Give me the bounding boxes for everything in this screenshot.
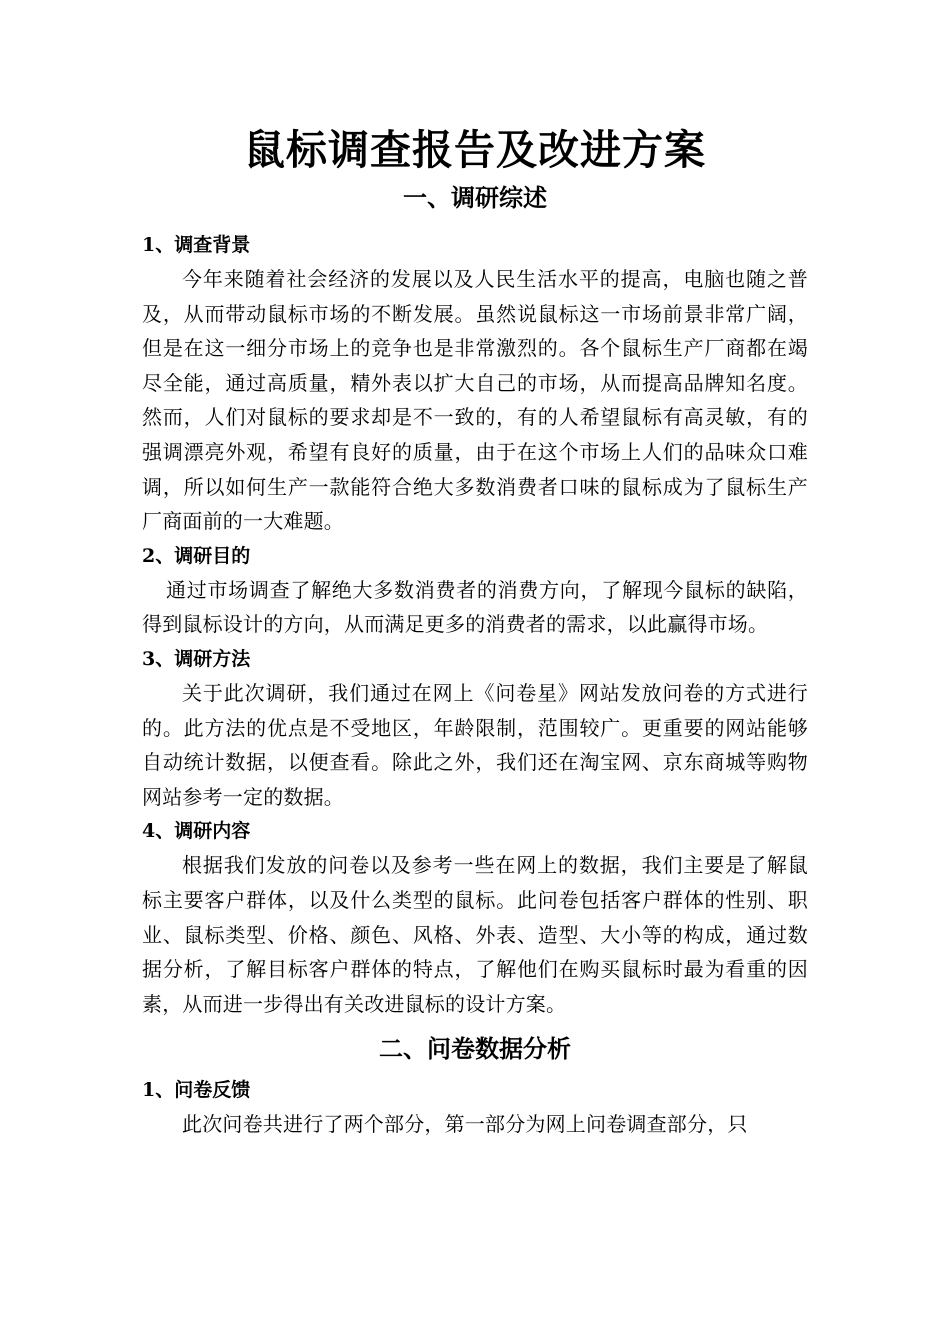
document-page — [142, 120, 808, 1142]
section-heading-questionnaire-analysis: 二、问卷数据分析 — [379, 1034, 571, 1064]
paragraph-research-purpose: 通过市场调查了解绝大多数消费者的消费方向，了解现今鼠标的缺陷，得到鼠标设计的方向，从而满足更多的消费者的需求，以此赢得市场。 — [142, 577, 808, 637]
paragraph-questionnaire-feedback: 此次问卷共进行了两个部分，第一部分为网上问卷调查部分，只 — [182, 1112, 748, 1137]
subheading-research-method: 3、调研方法 — [142, 647, 251, 670]
subheading-questionnaire-feedback: 1、问卷反馈 — [142, 1079, 251, 1102]
subheading-research-content: 4、调研内容 — [142, 820, 251, 843]
subheading-research-purpose: 2、调研目的 — [142, 544, 251, 567]
section-heading-survey-overview: 一、调研综述 — [403, 183, 547, 212]
paragraph-research-content: 根据我们发放的问卷以及参考一些在网上的数据，我们主要是了解鼠标主要客户群体，以及什么类型的鼠标。此问卷包括客户群体的性别、职业、鼠标类型、价格、颜色、风格、外表、造型、大小等的构成，通过数据分析，了解目标客户群体的特点，了解他们在购买鼠标时最为看重的因素，从而进一步得出有关改进鼠标的设计方案。 — [142, 853, 808, 1016]
paragraph-survey-background: 今年来随着社会经济的发展以及人民生活水平的提高，电脑也随之普及，从而带动鼠标市场的不断发展。虽然说鼠标这一市场前景非常广阔，但是在这一细分市场上的竞争也是非常激烈的。各个鼠标生产厂商都在竭尽全能，通过高质量，精外表以扩大自己的市场，从而提高品牌知名度。然而，人们对鼠标的要求却是不一致的，有的人希望鼠标有高灵敏，有的强调漂亮外观，希望有良好的质量，由于在这个市场上人们的品味众口难调，所以如何生产一款能符合绝大多数消费者口味的鼠标成为了鼠标生产厂商面前的一大难题。 — [142, 267, 808, 534]
document-title: 鼠标调查报告及改进方案 — [244, 126, 706, 174]
paragraph-research-method: 关于此次调研，我们通过在网上《问卷星》网站发放问卷的方式进行的。此方法的优点是不受地区，年龄限制，范围较广。更重要的网站能够自动统计数据，以便查看。除此之外，我们还在淘宝网、京东商城等购物网站参考一定的数据。 — [142, 680, 808, 809]
subheading-survey-background: 1、调查背景 — [142, 234, 251, 256]
